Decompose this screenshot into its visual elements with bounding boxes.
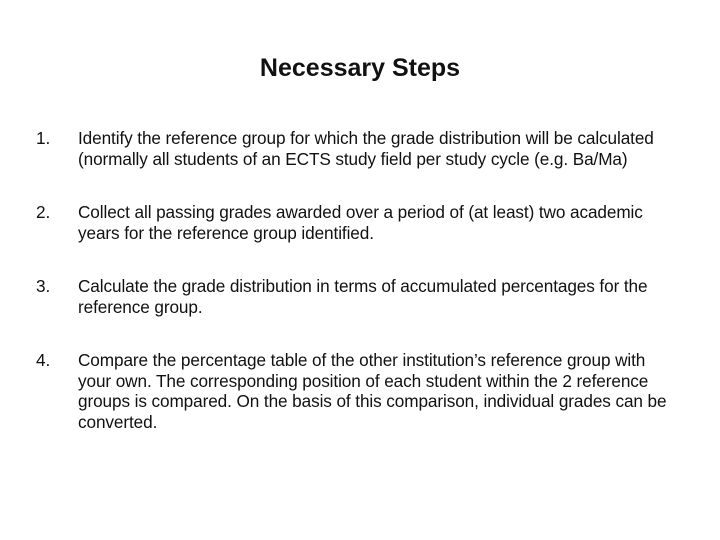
step-text: Calculate the grade distribution in terms of accumulated percentages for the reference group. — [78, 276, 648, 317]
slide-title: Necessary Steps — [259, 54, 461, 82]
step-number: 1. — [36, 128, 51, 148]
step-text: Identify the reference group for which the grade distribution will be calculated (normally all students of an ECTS study field per study cycle (e.g. Ba/Ma) — [78, 128, 654, 169]
step-text: Collect all passing grades awarded over a period of (at least) two academic years for the reference group identified. — [78, 202, 643, 243]
step-number: 2. — [36, 202, 51, 222]
step-item-4 — [36, 350, 676, 432]
step-text: Compare the percentage table of the other institution’s reference group with your own. The corresponding position of each student within the 2 reference groups is compared. On the basis of this comparison, individual grades can be converted. — [78, 350, 667, 432]
steps-list — [36, 128, 676, 432]
step-item-2 — [36, 202, 676, 243]
step-number: 3. — [36, 276, 51, 296]
step-number: 4. — [36, 350, 51, 370]
step-item-1 — [36, 128, 676, 169]
step-item-3 — [36, 276, 676, 317]
